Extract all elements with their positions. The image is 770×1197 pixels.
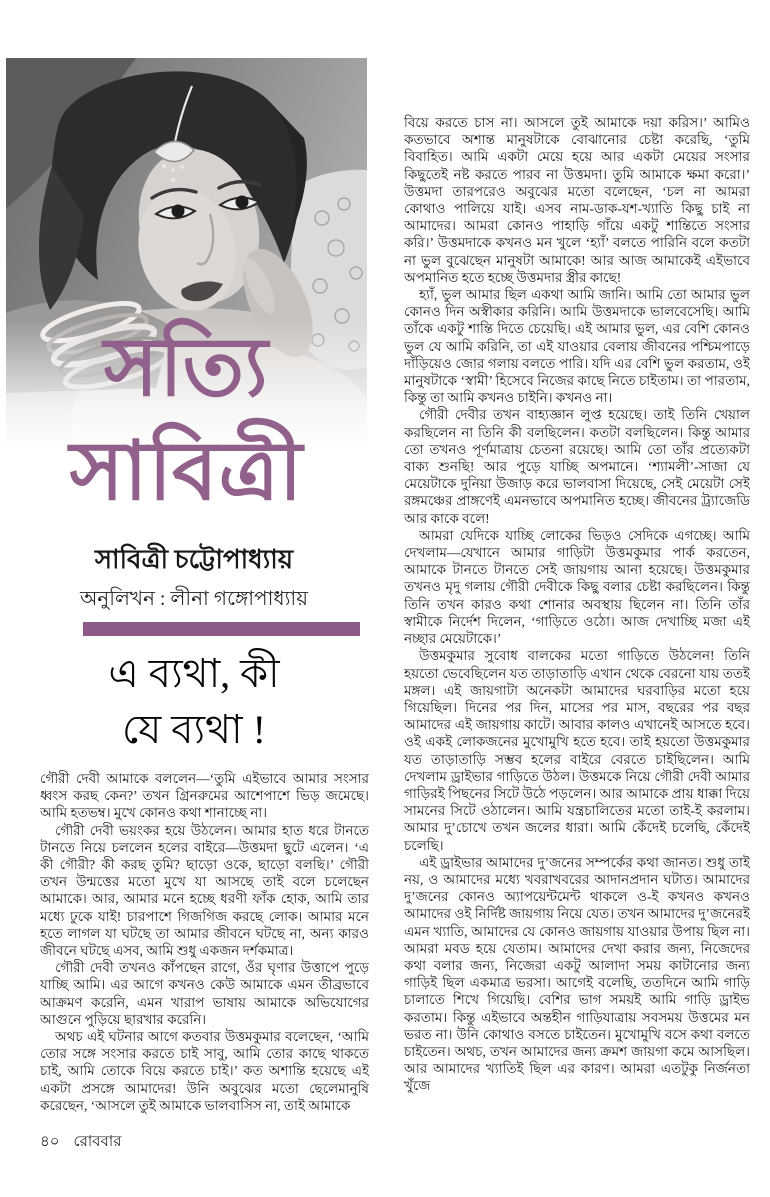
article-title (6, 316, 367, 524)
paragraph: অথচ এই ঘটনার আগে কতবার উত্তমকুমার বলেছেন, ‘আমি তোর সঙ্গে সংসার করতে চাই সাবু, আমি তোর কাছে থাকতে চাই, আমি তোকে বিয়ে করতে চাই।’ কত অশান্তি হয়েছে এই একটা প্রসঙ্গে আমাদের! উনি অবুঝের মতো ছেলেমানুষি করেছেন, ‘আসলে তুই আমাকে ভালবাসিস না, তাই আমাকে (40, 1029, 369, 1113)
title-line-2: সাবিত্রী (69, 426, 304, 517)
headline-line-1: এ ব্যথা, কী (108, 651, 280, 696)
paragraph: গৌরী দেবী তখনও কাঁপছেন রাগে, ওঁর ঘৃণার উত্তাপে পুড়ে যাচ্ছি আমি। এর আগে কখনও কেউ আমাকে এমন তীব্রভাবে আক্রমণ করেনি, এমন খারাপ ভাষায় আমাকে অভিযোগের আগুনে পুড়িয়ে ছারখার করেনি। (40, 960, 369, 1027)
left-text-column (40, 770, 369, 1116)
right-text-column (404, 114, 750, 1118)
paragraph: গৌরী দেবীর তখন বাহ্যজ্ঞান লুপ্ত হয়েছে। তাই তিনি খেয়াল করছিলেন না তিনি কী বলছিলেন। কতটা বলছিলেন। কিন্তু আমার তো তখনও পূর্ণমাত্রায় চেতনা রয়েছে। আমি তো তাঁর প্রত্যেকটা বাক্য শুনছি! আর পুড়ে যাচ্ছি অপমানে। ‘শ্যামলী’-সাজা যে মেয়েটাকে দুনিয়া উজাড় করে ভালবাসা দিয়েছে, সেই মেয়েটা সেই রঙ্গমঞ্চের প্রাঙ্গণেই এমনভাবে অপমানিত হচ্ছে। জীবনের ট্র্যাজেডি আর কাকে বলে! (404, 407, 750, 526)
title-line-1: সত্যি (104, 322, 269, 413)
paragraph: হ্যাঁ, ভুল আমার ছিল একথা আমি জানি। আমি তো আমার ভুল কোনও দিন অস্বীকার করিনি। আমি উত্তমদাকে ভালবেসেছি। আমি তাঁকে একটু শান্তি দিতে চেয়েছি। এই আমার ভুল, এর বেশি কোনও ভুল যে আমি করিনি, তা এই যাওয়ার বেলায় জীবনের পশ্চিমপাড়ে দাঁড়িয়েও জোর গলায় বলতে পারি। যদি এর বেশি ভুল করতাম, ওই মানুষটাকে ‘স্বামী’ হিসেবে নিজের কাছে নিতে চাইতাম। তা পারতাম, কিন্তু তা আমি কখনও চাইনি। কখনও না। (404, 287, 750, 406)
paragraph: গৌরী দেবী আমাকে বললেন—‘তুমি এইভাবে আমার সংসার ধ্বংস করছ কেন?’ তখন গ্রিনরুমের আশেপাশে ভিড় জমেছে। আমি হতভম্ব। মুখে কোনও কথা শানাচ্ছে না। (40, 771, 369, 821)
divider-bar (83, 622, 360, 636)
paragraph: আমরা যেদিকে যাচ্ছি লোকের ভিড়ও সেদিকে এগচ্ছে। আমি দেখলাম—যেখানে আমার গাড়িটা উত্তমকুমার পার্ক করতেন, আমাকে টানতে টানতে সেই জায়গায় আনা হয়েছে। উত্তমকুমার তখনও মৃদু গলায় গৌরী দেবীকে কিছু বলার চেষ্টা করছিলেন। কিন্তু তিনি তখন কারও কথা শোনার অবস্থায় ছিলেন না। তিনি তাঁর স্বামীকে নির্দেশ দিলেন, ‘গাড়িতে ওঠো। আজ দেখাচ্ছি মজা এই নচ্ছার মেয়েটাকে।’ (404, 527, 750, 647)
article-headline (20, 646, 368, 758)
author-name: সাবিত্রী চট্টোপাধ্যায় (94, 545, 294, 574)
page-footer (40, 1130, 121, 1155)
paragraph: এই ড্রাইভার আমাদের দু’জনের সম্পর্কের কথা জানত। শুধু তাই নয়, ও আমাদের মধ্যে খবরাখবরের আদানপ্রদান ঘটাত। আমাদের দু’জনের কোনও অ্যাপয়েন্টমেন্ট থাকলে ও-ই কখনও কখনও আমাদের ওই নির্দিষ্ট জায়গায় নিয়ে যেত। তখন আমাদের দু’জনেরই এমন খ্যাতি, আমাদের যে কোনও জায়গায় যাওয়ার উপায় ছিল না। আমরা মবড হয়ে যেতাম। আমাদের দেখা করার জন্য, নিজেদের কথা বলার জন্য, নিজেরা একটু আলাদা সময় কাটানোর জন্য গাড়িই ছিল একমাত্র ভরসা। আগেই বলেছি, ততদিনে আমি গাড়ি চালাতে শিখে গিয়েছি। বেশির ভাগ সময়ই আমি গাড়ি ড্রাইভ করতাম। কিন্তু এইভাবে অন্তহীন গাড়িযাত্রায় সবসময় উত্তমের মন ভরত না। উনি কোথাও বসতে চাইতেন। মুখোমুখি বসে কথা বলতে চাইতেন। অথচ, তখন আমাদের জন্য ক্রমশ জায়গা কমে আসছিল। আর আমাদের খ্যাতিই ছিল এর কারণ। আমরা এতটুকু নির্জনতা খুঁজে (404, 854, 750, 1094)
magazine-name: রোববার (73, 1134, 122, 1150)
paragraph: উত্তমকুমার সুবোধ বালকের মতো গাড়িতে উঠলেন! তিনি হয়তো ভেবেছিলেন যত তাড়াতাড়ি এখান থেকে বেরনো যায় ততই মঙ্গল। এই জায়গাটা অনেকটা আমাদের ঘরবাড়ির মতো হয়ে গিয়েছিল। দিনের পর দিন, মাসের পর মাস, বছরের পর বছর আমাদের এই জায়গায় কাটে। আবার কালও এখানেই আসতে হবে। ওই একই লোকজনের মুখোমুখি হতে হবে। তাই হয়তো উত্তমকুমার যত তাড়াতাড়ি সম্ভব হলের বাইরে বেরতে চাইছিলেন। আমি দেখলাম ড্রাইভার গাড়িতে উঠল। উত্তমকে নিয়ে গৌরী দেবী আমার গাড়িরই পিছনের সিটে উঠে পড়লেন। আর আমাকে প্রায় ধাক্কা দিয়ে সামনের সিটে ওঠালেন। আমি যন্ত্রচালিতের মতো তাই-ই করলাম। আমার দু’চোখে তখন জলের ধারা। আমি কেঁদেই চলেছি, কেঁদেই চলেছি। (404, 648, 750, 853)
transcription-credit: অনুলিখন : লীনা গঙ্গোপাধ্যায় (79, 588, 309, 610)
paragraph: গৌরী দেবী ভয়ংকর হয়ে উঠলেন। আমার হাত ধরে টানতে টানতে নিয়ে চললেন হলের বাইরে—উত্তমদা ছুটে এলেন। ‘এ কী গৌরী? কী করছ তুমি? ছাড়ো ওকে, ছাড়ো বলছি।’ গৌরী তখন উন্মত্তের মতো মুখে যা আসছে তাই বলে চলেছেন আমাকে। আর, আমার মনে হচ্ছে ধরণী ফাঁক হোক, আমি তার মধ্যে ঢুকে যাই! চারপাশে গিজগিজ করছে লোক। আমার মনে হতে লাগল যা ঘটছে তা আমার জীবনে ঘটছে না, অন্য কারও জীবনে ঘটছে এসব, আমি শুধু একজন দর্শকমাত্র। (40, 822, 369, 959)
page-number: ৪০ (40, 1134, 60, 1150)
paragraph: বিয়ে করতে চাস না। আসলে তুই আমাকে দয়া করিস।’ আমিও কতভাবে অশান্ত মানুষটাকে বোঝানোর চেষ্টা করেছি, ‘তুমি বিবাহিত। আমি একটা মেয়ে হয়ে আর একটা মেয়ের সংসার কিছুতেই নষ্ট করতে পারব না উত্তমদা। তুমি আমাকে ক্ষমা করো।’ উত্তমদা তারপরেও অবুঝের মতো বলেছেন, ‘চল না আমরা কোথাও পালিয়ে যাই। এসব নাম-ডাক-যশ-খ্যাতি কিছু চাই না আমাদের। আমরা কোনও পাহাড়ি গাঁয়ে একটু শান্তিতে সংসার করি।’ উত্তমদাকে কখনও মন খুলে ‘হ্যাঁ’ বলতে পারিনি বলে কতটা না ভুল বুঝেছেন মানুষটা আমাকে! আর আজ আমাকেই এইভাবে অপমানিত হতে হচ্ছে উত্তমদার স্ত্রীর কাছে! (404, 115, 750, 285)
headline-line-2: যে ব্যথা ! (122, 707, 266, 752)
